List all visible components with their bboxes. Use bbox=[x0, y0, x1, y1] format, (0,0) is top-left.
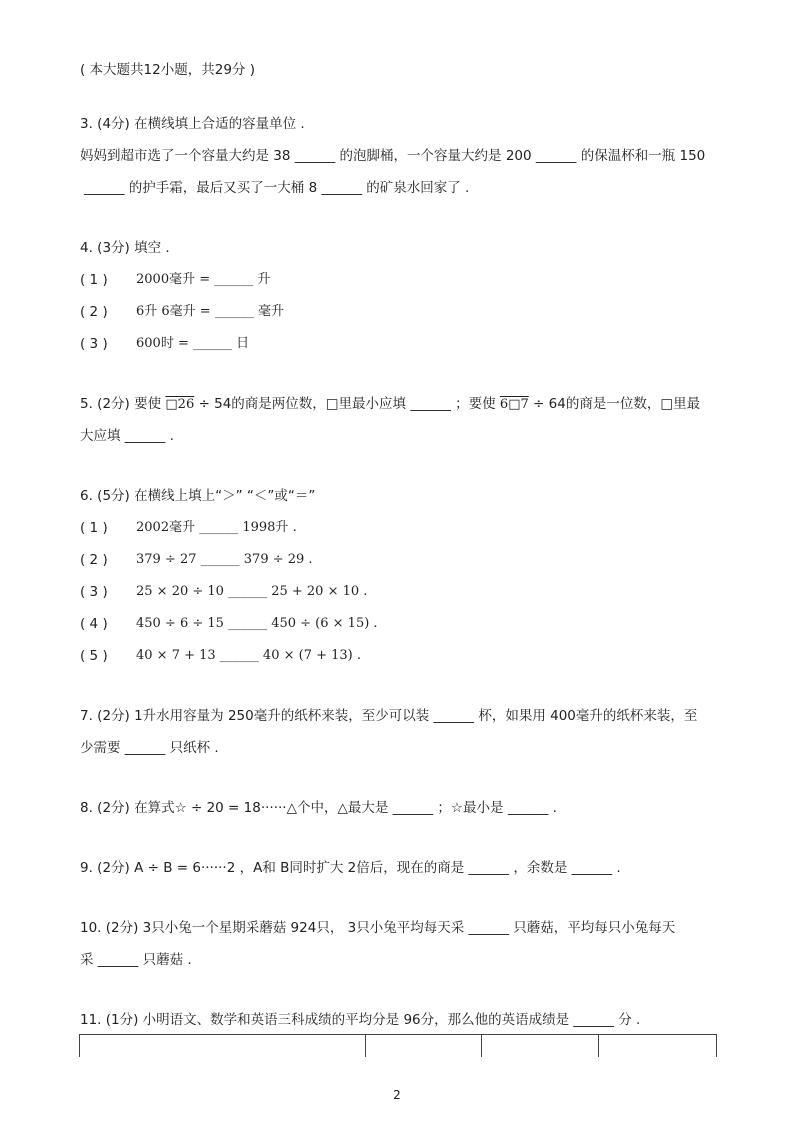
score-table bbox=[79, 1034, 717, 1057]
question-5-line-2: 大应填 ______ . bbox=[80, 428, 174, 444]
question-5-number-1: □26 bbox=[165, 397, 195, 412]
table-column-divider bbox=[481, 1035, 482, 1057]
question-7-line-2: 少需要 ______ 只纸杯 . bbox=[80, 740, 219, 756]
question-6-item-5-text: 40 × 7 + 13 ______ 40 × (7 + 13) . bbox=[136, 648, 362, 663]
question-4-item-2-text: 6升 6毫升 = ______ 毫升 bbox=[136, 304, 284, 319]
section-header: ( 本大题共12小题，共29分 ) bbox=[80, 62, 255, 78]
question-4-item-2-number: ( 2 ) bbox=[80, 304, 108, 320]
question-3-stem: 3. (4分) 在横线填上合适的容量单位 . bbox=[80, 116, 305, 132]
question-6-item-4-text: 450 ÷ 6 ÷ 15 ______ 450 ÷ (6 × 15) . bbox=[136, 616, 378, 631]
question-6-item-4-number: ( 4 ) bbox=[80, 616, 108, 632]
question-6-item-3-number: ( 3 ) bbox=[80, 584, 108, 600]
question-5-middle-1: ÷ 54的商是两位数，□里最小应填 ______ ；要使 bbox=[194, 396, 500, 412]
question-4-item-1-text: 2000毫升 = ______ 升 bbox=[136, 272, 271, 287]
question-6-stem: 6. (5分) 在横线上填上“＞” “＜”或“＝” bbox=[80, 488, 316, 504]
question-4-item-1-number: ( 1 ) bbox=[80, 272, 108, 288]
question-5-prefix: 5. (2分) 要使 bbox=[80, 396, 166, 412]
question-6-item-1-text: 2002毫升 ______ 1998升 . bbox=[136, 520, 297, 535]
table-column-divider bbox=[365, 1035, 366, 1057]
question-6-item-2-text: 379 ÷ 27 ______ 379 ÷ 29 . bbox=[136, 552, 313, 567]
table-column-divider bbox=[598, 1035, 599, 1057]
question-5-middle-2: ÷ 64的商是一位数，□里最 bbox=[528, 396, 701, 412]
question-10-line-1: 10. (2分) 3只小兔一个星期采蘑菇 924只， 3只小兔平均每天采 ______ 只蘑菇，平均每只小兔每天 bbox=[80, 920, 676, 936]
question-6-item-3-text: 25 × 20 ÷ 10 ______ 25 + 20 × 10 . bbox=[136, 584, 368, 599]
question-11-line: 11. (1分) 小明语文、数学和英语三科成绩的平均分是 96分，那么他的英语成绩是 ______ 分 . bbox=[80, 1012, 641, 1028]
question-8-line: 8. (2分) 在算式☆ ÷ 20 = 18······△个中，△最大是 ______ ；☆最小是 ______ . bbox=[80, 800, 557, 816]
question-4-item-3-text: 600时 = ______ 日 bbox=[136, 336, 250, 351]
question-4-stem: 4. (3分) 填空 . bbox=[80, 240, 170, 256]
question-7-line-1: 7. (2分) 1升水用容量为 250毫升的纸杯来装，至少可以装 ______ 杯，如果用 400毫升的纸杯来装，至 bbox=[80, 708, 698, 724]
question-5-line-1 bbox=[80, 394, 700, 415]
question-6-item-2-number: ( 2 ) bbox=[80, 552, 108, 568]
question-10-line-2: 采 ______ 只蘑菇 . bbox=[80, 952, 192, 968]
question-3-line-2: ______ 的护手霜，最后又买了一大桶 8 ______ 的矿泉水回家了 . bbox=[84, 180, 470, 196]
question-4-item-3-number: ( 3 ) bbox=[80, 336, 108, 352]
question-6-item-1-number: ( 1 ) bbox=[80, 520, 108, 536]
question-3-line-1: 妈妈到超市选了一个容量大约是 38 ______ 的泡脚桶，一个容量大约是 200 ______ 的保温杯和一瓶 150 bbox=[80, 148, 706, 164]
page-number: 2 bbox=[393, 1088, 401, 1102]
question-6-item-5-number: ( 5 ) bbox=[80, 648, 108, 664]
question-5-number-2: 6□7 bbox=[499, 397, 529, 412]
question-9-line: 9. (2分) A ÷ B = 6······2 ，A和 B同时扩大 2倍后，现在的商是 ______ ，余数是 ______ . bbox=[80, 860, 621, 876]
